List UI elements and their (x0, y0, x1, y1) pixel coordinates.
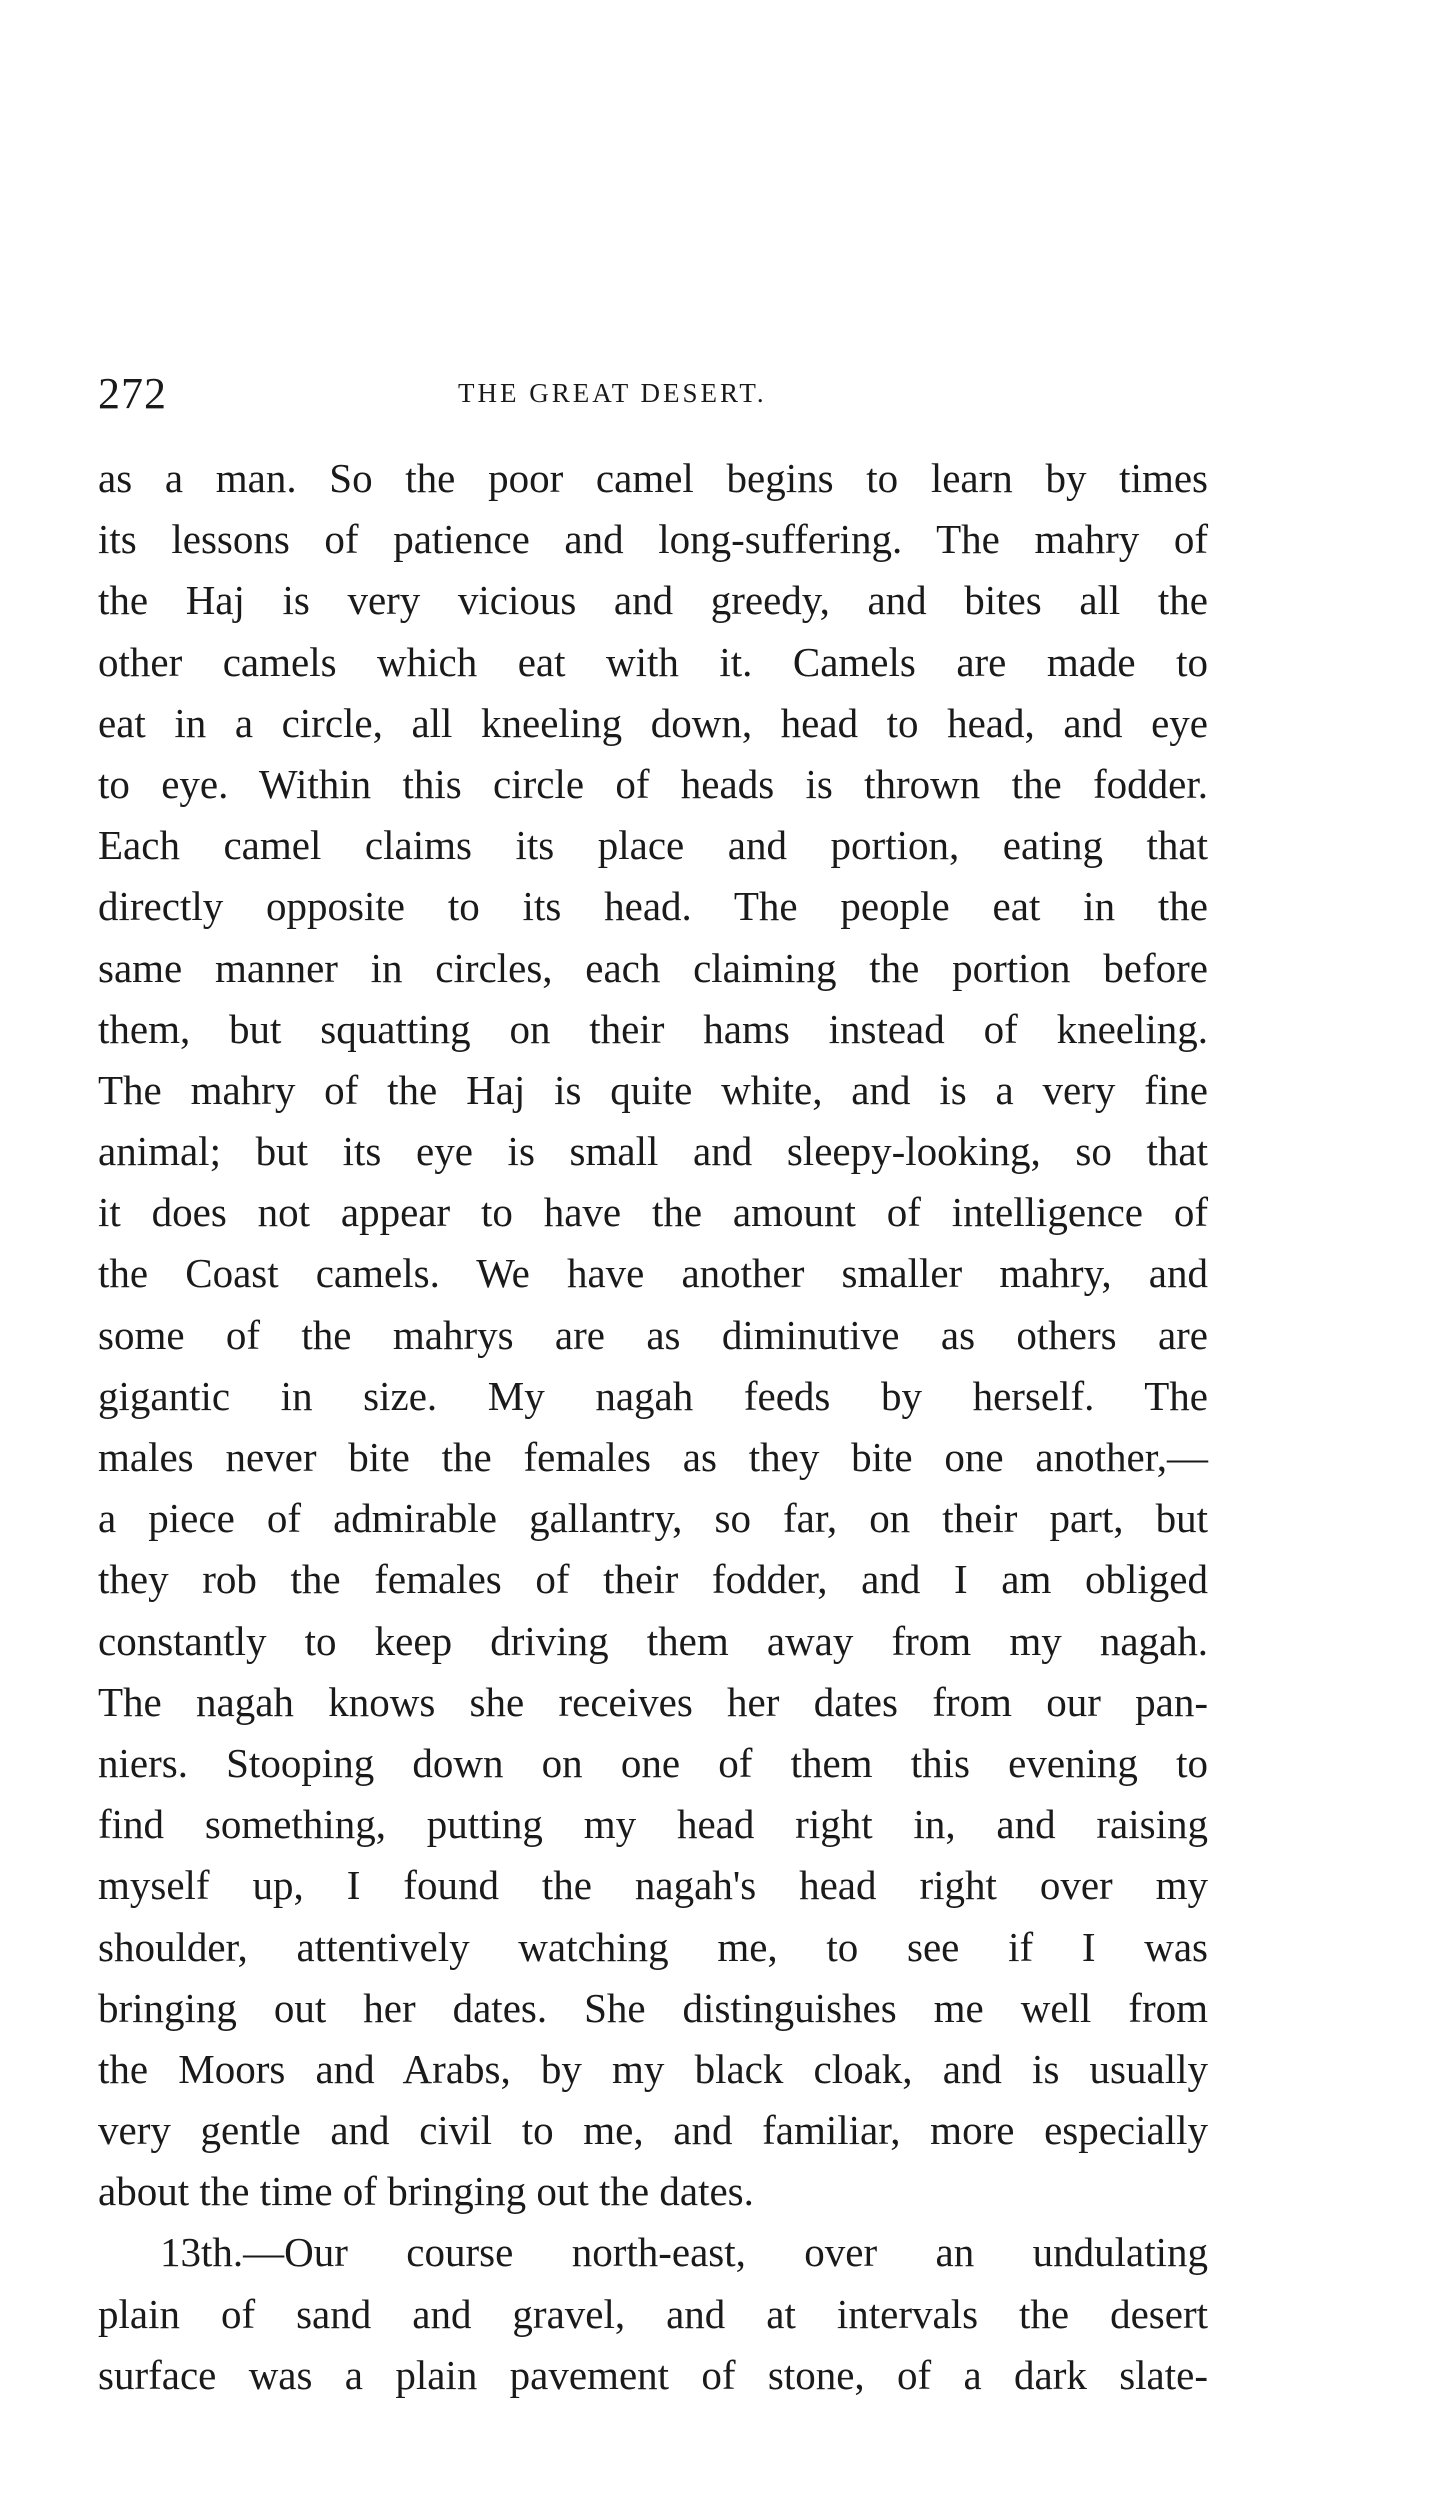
text-line: the Coast camels. We have another smaller mahry, and (98, 1250, 1208, 1297)
text-line: find something, putting my head right in, and raising (98, 1801, 1208, 1848)
text-line: very gentle and civil to me, and familiar, more especially (98, 2107, 1208, 2154)
text-line: same manner in circles, each claiming the portion before (98, 944, 1208, 991)
text-line: plain of sand and gravel, and at intervals the desert (98, 2290, 1208, 2337)
body-text (98, 448, 1208, 2406)
text-line: niers. Stooping down on one of them this evening to (98, 1739, 1208, 1786)
running-head: THE GREAT DESERT. (458, 378, 767, 408)
text-line: males never bite the females as they bite one another,— (98, 1434, 1208, 1480)
text-line: shoulder, attentively watching me, to see if I was (98, 1923, 1208, 1970)
text-line: The nagah knows she receives her dates from our pan- (98, 1678, 1208, 1725)
page-header (98, 368, 1208, 418)
text-line: The mahry of the Haj is quite white, and is a very fine (98, 1066, 1208, 1113)
paragraph-camels (98, 448, 1208, 2222)
text-line: its lessons of patience and long-suffering. The mahry of (98, 516, 1208, 563)
text-line: the Moors and Arabs, by my black cloak, and is usually (98, 2045, 1208, 2092)
text-line: as a man. So the poor camel begins to learn by times (98, 455, 1208, 501)
text-line: about the time of bringing out the dates. (98, 2168, 754, 2215)
text-line: the Haj is very vicious and greedy, and bites all the (98, 577, 1208, 624)
text-line: it does not appear to have the amount of intelligence of (98, 1189, 1208, 1236)
text-line: gigantic in size. My nagah feeds by herself. The (98, 1372, 1208, 1419)
text-line: constantly to keep driving them away from my nagah. (98, 1617, 1208, 1664)
text-line: other camels which eat with it. Camels are made to (98, 638, 1208, 685)
text-line: to eye. Within this circle of heads is thrown the fodder. (98, 760, 1208, 807)
text-line: 13th.—Our course north-east, over an undulating (160, 2229, 1208, 2276)
text-line: animal; but its eye is small and sleepy-looking, so that (98, 1128, 1208, 1175)
text-line: them, but squatting on their hams instead of kneeling. (98, 1005, 1208, 1052)
text-line: some of the mahrys are as diminutive as others are (98, 1311, 1208, 1358)
text-line: directly opposite to its head. The people eat in the (98, 883, 1208, 930)
text-line: Each camel claims its place and portion, eating that (98, 822, 1208, 869)
page-number: 272 (98, 369, 167, 418)
text-line: eat in a circle, all kneeling down, head to head, and eye (98, 699, 1208, 746)
paragraph-13th (98, 2222, 1208, 2406)
text-line: a piece of admirable gallantry, so far, on their part, but (98, 1495, 1208, 1542)
text-line: myself up, I found the nagah's head right over my (98, 1862, 1208, 1909)
text-line: surface was a plain pavement of stone, of a dark slate- (98, 2351, 1208, 2398)
text-line: bringing out her dates. She distinguishes me well from (98, 1984, 1208, 2031)
text-line: they rob the females of their fodder, and I am obliged (98, 1556, 1208, 1603)
